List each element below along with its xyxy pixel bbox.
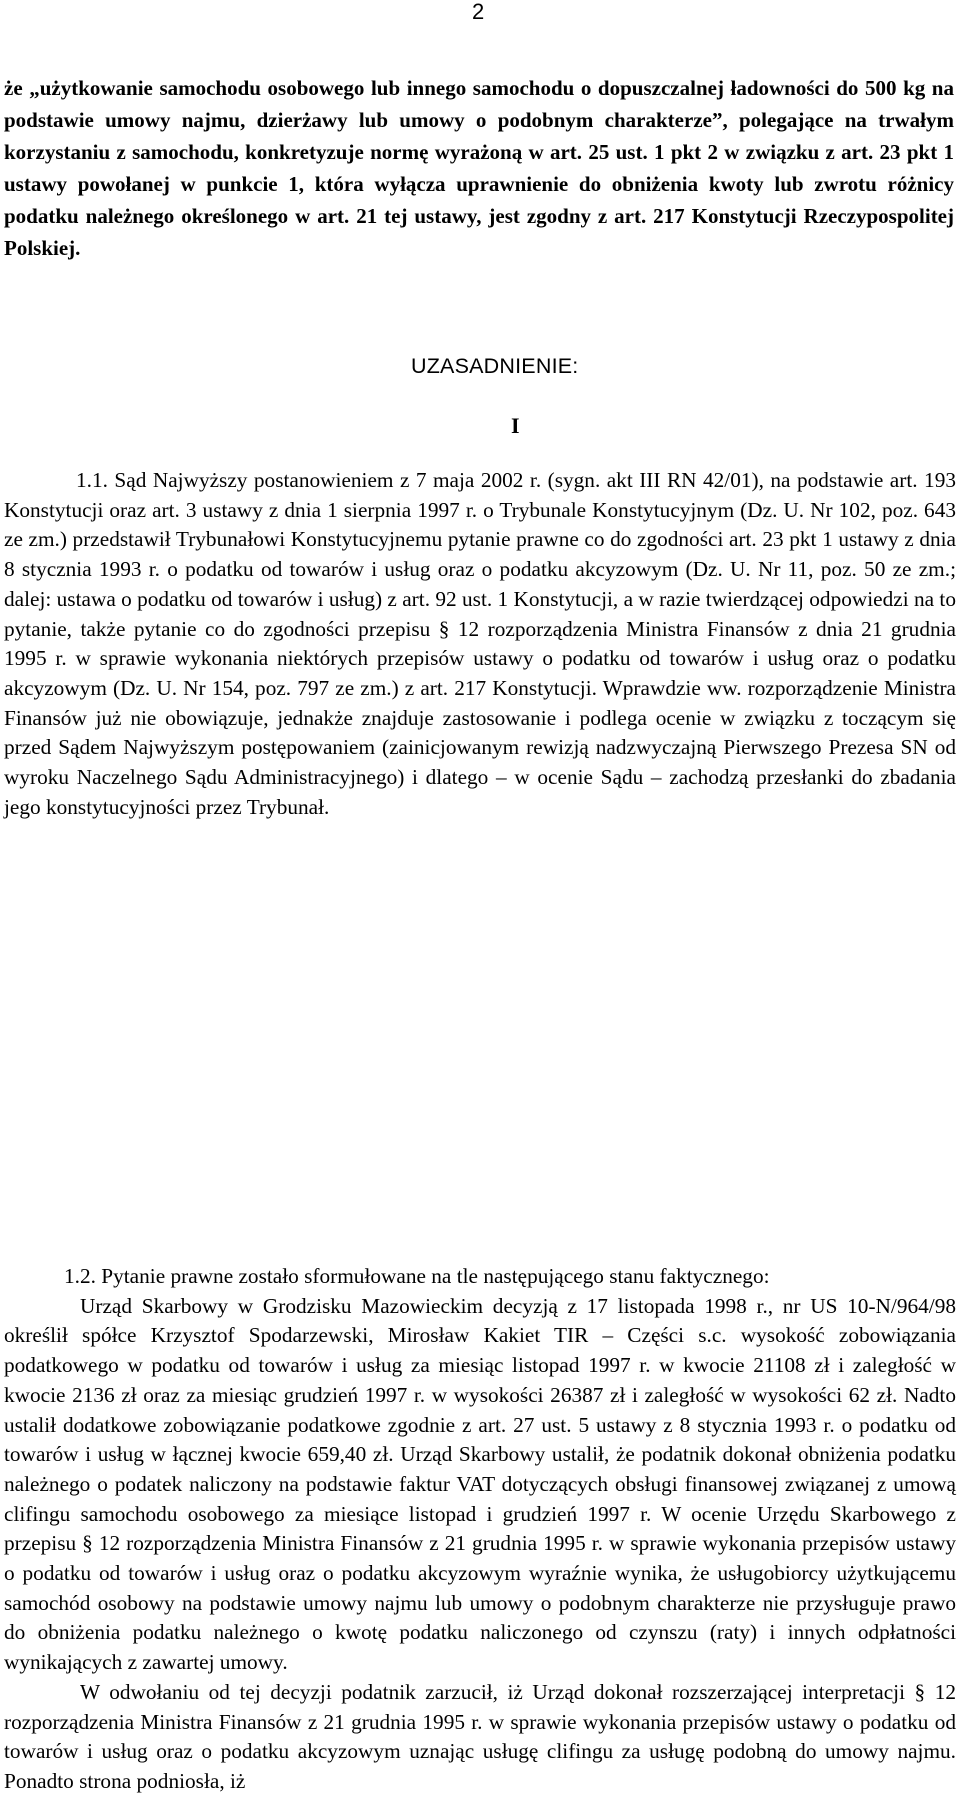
paragraph-facts: Urząd Skarbowy w Grodzisku Mazowieckim decyzją z 17 listopada 1998 r., nr US 10-N/964/98 określił spółce Krzysztof Spodarzewski, Mirosław Kakiet TIR – Części s.c. wysokość zobowiązania podatkowego w podatku od towarów i usług za miesiąc listopad 1997 r. w kwocie 21108 zł i zaległość w kwocie 2136 zł oraz za miesiąc grudzień 1997 r. w wysokości 26387 zł i zaległość w wysokości 62 zł. Nadto ustalił dodatkowe zobowiązanie podatkowe zgodnie z art. 27 ust. 5 ustawy z 8 stycznia 1993 r. o podatku od towarów i usług w łącznej kwocie 659,40 zł. Urząd Skarbowy ustalił, że podatnik dokonał obniżenia podatku należnego o podatek naliczony na podstawie faktur VAT dotyczących obsługi finansowej związanej z umową clifingu samochodu osobowego za miesiące listopad i grudzień 1997 r. W ocenie Urzędu Skarbowego z przepisu § 12 rozporządzenia Ministra Finansów z 21 grudnia 1995 r. w sprawie wykonania przepisów ustawy o podatku od towarów i usług oraz o podatku akcyzowym wyraźnie wynika, że usługobiorcy użytkującemu samochód osobowy na podstawie umowy najmu lub umowy o podobnym charakterze nie przysługuje prawo do obniżenia podatku należnego o kwotę podatku naliczonego od czynszu (raty) i innych odpłatności wynikających z zawartej umowy. xyxy=(4,1293,956,1675)
body-section-1 xyxy=(4,466,956,822)
paragraph-1-2: 1.2. Pytanie prawne zostało sformułowane na tle następującego stanu faktycznego: xyxy=(64,1264,770,1288)
page-number: 2 xyxy=(472,0,485,24)
body-section-2 xyxy=(4,1262,956,1797)
intro-bold-paragraph: że „użytkowanie samochodu osobowego lub innego samochodu o dopuszczalnej ładowności do 500 kg na podstawie umowy najmu, dzierżawy lub umowy o podobnym charakterze”, polegające na trwałym korzystaniu z samochodu, konkretyzuje normę wyrażoną w art. 25 ust. 1 pkt 2 w związku z art. 23 pkt 1 ustawy powołanej w punkcie 1, która wyłącza uprawnienie do obniżenia kwoty lub zwrotu różnicy podatku należnego określonego w art. 21 tej ustawy, jest zgodny z art. 217 Konstytucji Rzeczypospolitej Polskiej. xyxy=(4,76,954,260)
paragraph-appeal: W odwołaniu od tej decyzji podatnik zarzucił, iż Urząd dokonał rozszerzającej interpretacji § 12 rozporządzenia Ministra Finansów z 21 grudnia 1995 r. w sprawie wykonania przepisów ustawy o podatku od towarów i usług oraz o podatku akcyzowym uznając usługę clifingu za usługę podobną do umowy najmu. Ponadto strona podniosła, iż xyxy=(4,1679,956,1793)
section-number: I xyxy=(511,413,520,438)
section-heading: UZASADNIENIE: xyxy=(411,354,579,378)
paragraph-1-1: 1.1. Sąd Najwyższy postanowieniem z 7 maja 2002 r. (sygn. akt III RN 42/01), na podstawie art. 193 Konstytucji oraz art. 3 ustawy z dnia 1 sierpnia 1997 r. o Trybunale Konstytucyjnym (Dz. U. Nr 102, poz. 643 ze zm.) przedstawił Trybunałowi Konstytucyjnemu pytanie prawne co do zgodności art. 23 pkt 1 ustawy z dnia 8 stycznia 1993 r. o podatku od towarów i usług oraz o podatku akcyzowym (Dz. U. Nr 11, poz. 50 ze zm.; dalej: ustawa o podatku od towarów i usług) z art. 92 ust. 1 Konstytucji, a w razie twierdzącej odpowiedzi na to pytanie, także pytanie co do zgodności przepisu § 12 rozporządzenia Ministra Finansów z dnia 21 grudnia 1995 r. w sprawie wykonania niektórych przepisów ustawy o podatku od towarów i usług oraz o podatku akcyzowym (Dz. U. Nr 154, poz. 797 ze zm.) z art. 217 Konstytucji. Wprawdzie ww. rozporządzenie Ministra Finansów już nie obowiązuje, jednakże znajduje zastosowanie i podlega ocenie w związku z toczącym się przed Sądem Najwyższym postępowaniem (zainicjowanym rewizją nadzwyczajną Pierwszego Prezesa SN od wyroku Naczelnego Sądu Administracyjnego) i dlatego – w ocenie Sądu – zachodzą przesłanki do zbadania jego konstytucyjności przez Trybunał. xyxy=(4,468,956,819)
